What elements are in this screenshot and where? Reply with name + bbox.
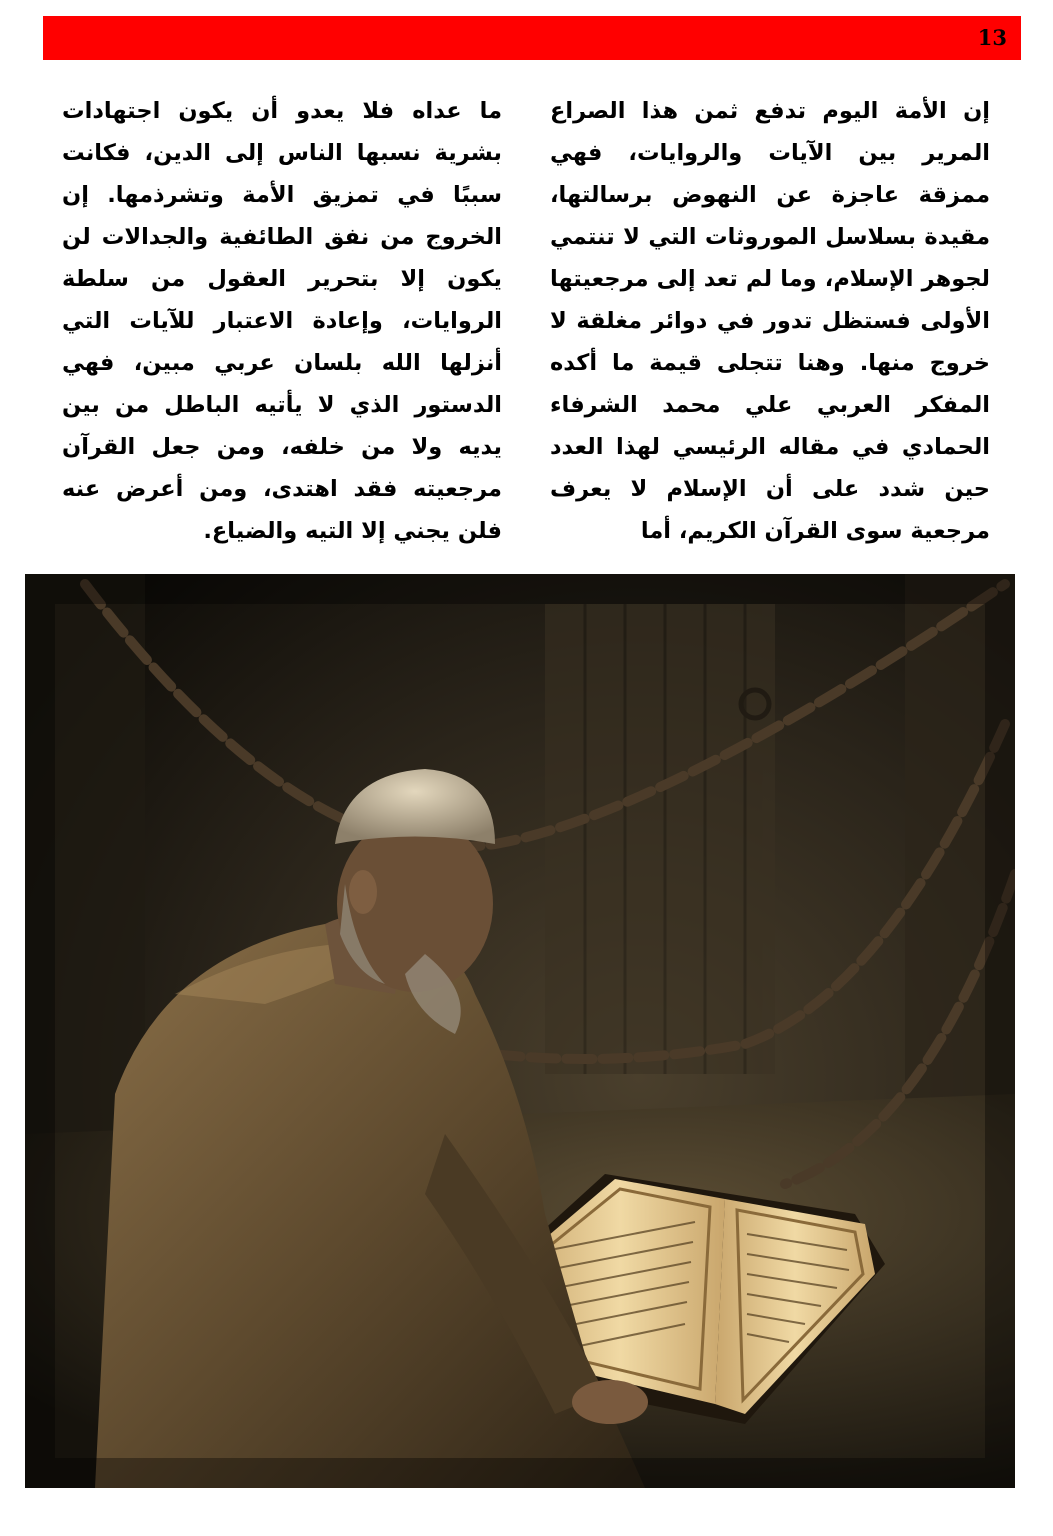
article-column-right: إن الأمة اليوم تدفع ثمن هذا الصراع المرير بين الآيات والروايات، فهي ممزقة عاجزة عن النهوض برسالتها، مقيدة بسلاسل الموروثات التي لا تنتمي لجوهر الإسلام، وما لم تعد إلى مرجعيتها الأولى فستظل تدور في دوائر مغلقة لا خروج منها. وهنا تتجلى قيمة ما أكده المفكر العربي علي محمد الشرفاء الحمادي في مقاله الرئيسي لهذا العدد حين شدد على أن الإسلام لا يعرف مرجعية سوى القرآن الكريم، أما: [550, 98, 990, 544]
illustration-photo: [25, 574, 1015, 1488]
article-column-left: ما عداه فلا يعدو أن يكون اجتهادات بشرية نسبها الناس إلى الدين، فكانت سببًا في تمزيق الأمة وتشرذمها. إن الخروج من نفق الطائفية والجدالات لن يكون إلا بتحرير العقول من سلطة الروايات، وإعادة الاعتبار للآيات التي أنزلها الله بلسان عربي مبين، فهي الدستور الذي لا يأتيه الباطل من بين يديه ولا من خلفه، ومن جعل القرآن مرجعيته فقد اهتدى، ومن أعرض عنه فلن يجني إلا التيه والضياع.: [62, 98, 502, 544]
header-bar: [43, 16, 1021, 60]
wooden-door: [545, 604, 775, 1074]
page-number: 13: [977, 25, 1007, 50]
